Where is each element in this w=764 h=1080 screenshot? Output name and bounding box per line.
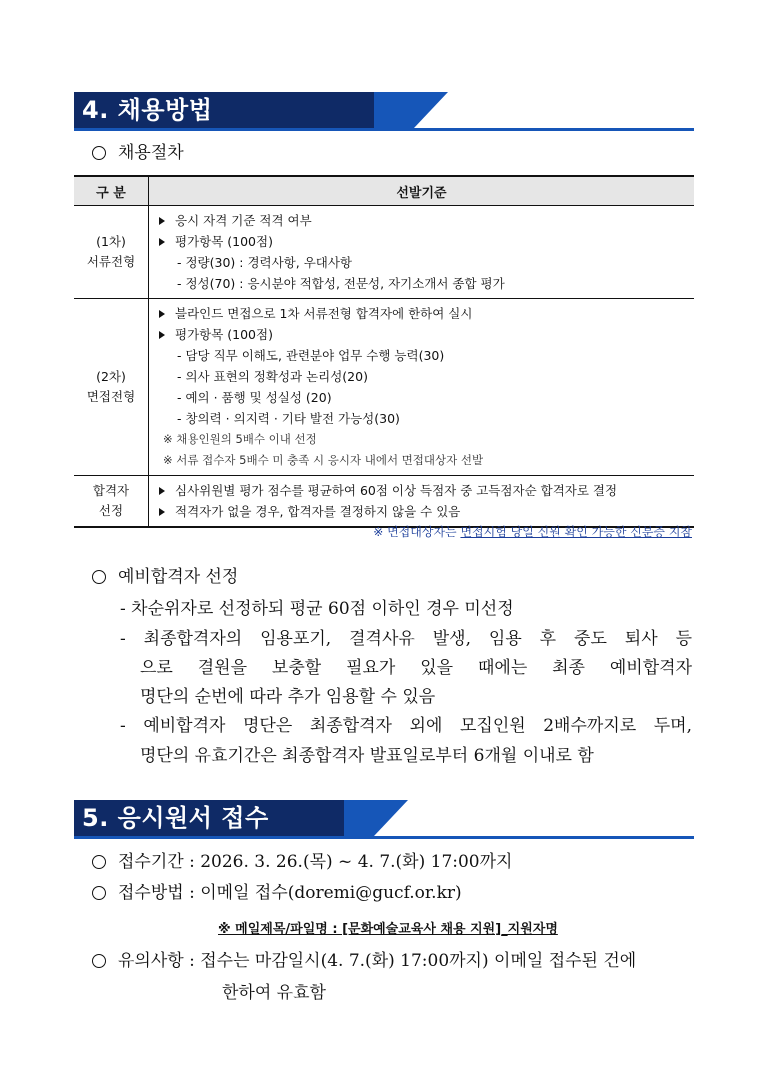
criteria-note: ※ 채용인원의 5배수 이내 선정 xyxy=(163,432,317,446)
row-criteria xyxy=(149,299,695,476)
subheading-text: 채용절차 xyxy=(118,143,184,163)
category-line: (1차) xyxy=(96,234,126,249)
criteria-bullet: 평가항목 (100점) xyxy=(159,324,694,345)
reserve-item: - 차순위자로 선정하되 평균 60점 이하인 경우 미선정 xyxy=(120,599,514,619)
triangle-bullet-icon xyxy=(159,310,165,318)
category-line: 면접전형 xyxy=(86,389,136,404)
interview-id-footnote xyxy=(373,523,692,540)
reserve-item-cont: 으로 결원을 보충할 필요가 있을 때에는 최종 예비합격자 xyxy=(140,658,692,678)
triangle-bullet-icon xyxy=(159,487,165,495)
triangle-bullet-icon xyxy=(159,217,165,225)
category-line: 서류전형 xyxy=(86,254,136,269)
application-period xyxy=(92,851,512,873)
criteria-sub: - 예의 · 품행 및 성실성 (20) xyxy=(177,390,332,405)
triangle-bullet-icon xyxy=(159,331,165,339)
triangle-bullet-icon xyxy=(159,238,165,246)
header-accent xyxy=(374,92,414,128)
criteria-bullet: 적격자가 없을 경우, 합격자를 결정하지 않을 수 있음 xyxy=(159,501,694,522)
criteria-sub: - 정량(30) : 경력사항, 우대사항 xyxy=(177,255,352,270)
mail-subject-note: ※ 메일제목/파일명 : [문화예술교육사 채용 지원]_지원자명 xyxy=(218,922,558,937)
criteria-bullet: 심사위원별 평가 점수를 평균하여 60점 이상 득점자 중 고득점자순 합격자로 결정 xyxy=(159,480,694,501)
criteria-bullet: 평가항목 (100점) xyxy=(159,231,694,252)
caution xyxy=(92,950,636,972)
reserve-item: - 최종합격자의 임용포기, 결격사유 발생, 임용 후 중도 퇴사 등 xyxy=(120,629,692,649)
section-4-title: 4. 채용방법 xyxy=(82,96,213,124)
table-row xyxy=(74,206,694,299)
header-wedge xyxy=(414,92,448,128)
circle-bullet-icon xyxy=(92,954,106,968)
application-method xyxy=(92,882,462,904)
table-row xyxy=(74,299,694,476)
table-row xyxy=(74,476,694,528)
header-accent xyxy=(344,800,374,836)
criteria-sub: - 의사 표현의 정확성과 논리성(20) xyxy=(177,369,368,384)
category-line: 합격자 xyxy=(92,483,130,498)
section-5-header xyxy=(74,800,694,838)
header-underline xyxy=(74,836,694,839)
reserve-heading xyxy=(92,566,238,588)
table-header-criteria: 선발기준 xyxy=(149,176,695,206)
row-category xyxy=(74,299,149,476)
criteria-sub: - 정성(70) : 응시분야 적합성, 전문성, 자기소개서 종합 평가 xyxy=(177,276,505,291)
circle-bullet-icon xyxy=(92,855,106,869)
row-criteria xyxy=(149,206,695,299)
header-wedge xyxy=(374,800,408,836)
table-header-category: 구 분 xyxy=(74,176,149,206)
category-line: (2차) xyxy=(96,369,126,384)
criteria-note: ※ 서류 접수자 5배수 미 충족 시 응시자 내에서 면접대상자 선발 xyxy=(163,453,484,467)
category-line: 선정 xyxy=(98,503,124,518)
reserve-item-cont: 명단의 순번에 따라 추가 임용할 수 있음 xyxy=(140,687,436,707)
footnote-underlined: 면접시험 당일 신원 확인 가능한 신분증 지참 xyxy=(460,525,692,539)
circle-bullet-icon xyxy=(92,886,106,900)
caution-text: 유의사항 : 접수는 마감일시(4. 7.(화) 17:00까지) 이메일 접수된 건에 xyxy=(118,951,637,971)
header-underline xyxy=(74,128,694,131)
section-4-header xyxy=(74,92,694,130)
circle-bullet-icon xyxy=(92,570,106,584)
footnote-prefix: ※ 면접대상자는 xyxy=(373,525,461,539)
row-category xyxy=(74,476,149,528)
caution-cont: 한하여 유효함 xyxy=(222,983,326,1003)
method-text: 접수방법 : 이메일 접수(doremi@gucf.or.kr) xyxy=(118,883,462,903)
circle-bullet-icon xyxy=(92,146,106,160)
subheading-procedure xyxy=(92,142,184,164)
triangle-bullet-icon xyxy=(159,508,165,516)
row-criteria xyxy=(149,476,695,528)
criteria-sub: - 담당 직무 이해도, 관련분야 업무 수행 능력(30) xyxy=(177,348,445,363)
criteria-sub: - 창의력 · 의지력 · 기타 발전 가능성(30) xyxy=(177,411,400,426)
criteria-bullet: 응시 자격 기준 적격 여부 xyxy=(159,210,694,231)
reserve-heading-text: 예비합격자 선정 xyxy=(118,567,239,587)
reserve-item: - 예비합격자 명단은 최종합격자 외에 모집인원 2배수까지로 두며, xyxy=(120,716,692,736)
criteria-bullet: 블라인드 면접으로 1차 서류전형 합격자에 한하여 실시 xyxy=(159,303,694,324)
selection-table xyxy=(74,175,694,528)
reserve-item-cont: 명단의 유효기간은 최종합격자 발표일로부터 6개월 이내로 함 xyxy=(140,746,594,766)
section-5-title: 5. 응시원서 접수 xyxy=(82,804,269,832)
period-text: 접수기간 : 2026. 3. 26.(목) ~ 4. 7.(화) 17:00까지 xyxy=(118,852,513,872)
row-category xyxy=(74,206,149,299)
